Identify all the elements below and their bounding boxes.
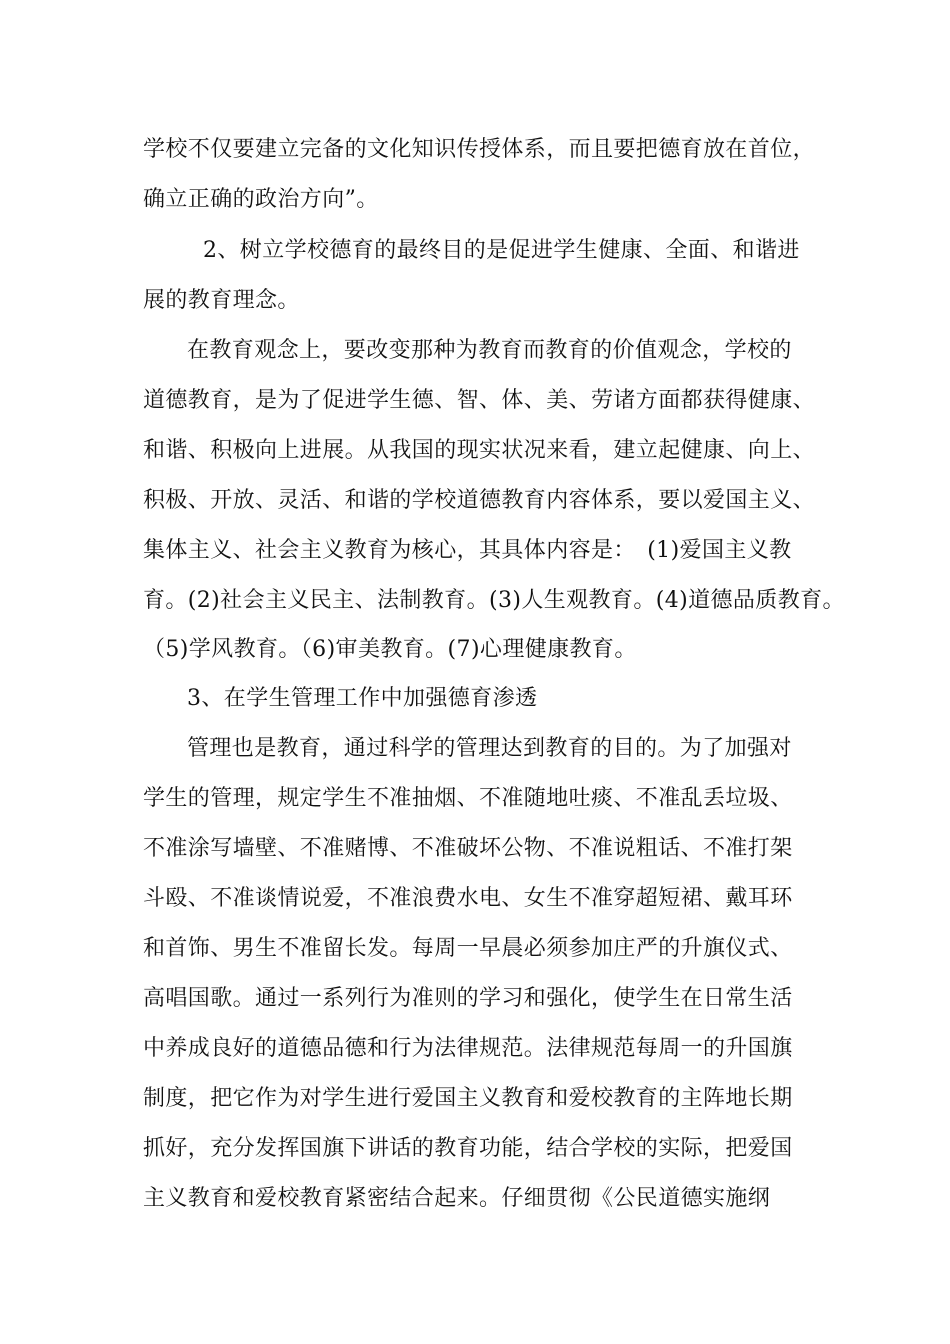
text-line-4: 展的教育理念。 [143, 288, 300, 313]
text-line-10: 育。(2)社会主义民主、法制教育。(3)人生观教育。(4)道德品质教育。 [143, 588, 845, 613]
text-line-20: 制度，把它作为对学生进行爱国主义教育和爱校教育的主阵地长期 [143, 1086, 793, 1111]
text-line-16: 斗殴、不准谈情说爱，不准浪费水电、女生不准穿超短裙、戴耳环 [143, 886, 793, 911]
text-line-1: 学校不仅要建立完备的文化知识传授体系，而且要把德育放在首位， [143, 137, 816, 162]
text-line-8: 积极、开放、灵活、和谐的学校道德教育内容体系，要以爱国主义、 [143, 488, 816, 513]
text-line-12: 3、在学生管理工作中加强德育渗透 [187, 686, 538, 711]
text-line-14: 学生的管理，规定学生不准抽烟、不准随地吐痰、不准乱丢垃圾、 [143, 786, 793, 811]
text-line-2: 确立正确的政治方向”。 [143, 187, 379, 212]
text-line-6: 道德教育，是为了促进学生德、智、体、美、劳诸方面都获得健康、 [143, 388, 816, 413]
text-line-22: 主义教育和爱校教育紧密结合起来。仔细贯彻《公民道德实施纲 [143, 1186, 771, 1211]
text-line-19: 中养成良好的道德品德和行为法律规范。法律规范每周一的升国旗 [143, 1036, 793, 1061]
text-line-7: 和谐、积极向上进展。从我国的现实状况来看，建立起健康、向上、 [143, 438, 816, 463]
text-line-5: 在教育观念上，要改变那种为教育而教育的价值观念，学校的 [187, 338, 792, 363]
text-line-3: 2、树立学校德育的最终目的是促进学生健康、全面、和谐进 [203, 238, 800, 263]
text-line-21: 抓好，充分发挥国旗下讲话的教育功能，结合学校的实际，把爱国 [143, 1136, 793, 1161]
text-line-17: 和首饰、男生不准留长发。每周一早晨必须参加庄严的升旗仪式、 [143, 936, 793, 961]
text-line-13: 管理也是教育，通过科学的管理达到教育的目的。为了加强对 [187, 736, 792, 761]
text-line-15: 不准涂写墙壁、不准赌博、不准破坏公物、不准说粗话、不准打架 [143, 836, 793, 861]
text-line-11: （5)学风教育。（6)审美教育。(7)心理健康教育。 [143, 637, 637, 662]
text-line-9: 集体主义、社会主义教育为核心，其具体内容是： (1)爱国主义教 [143, 538, 792, 563]
text-line-18: 高唱国歌。通过一系列行为准则的学习和强化，使学生在日常生活 [143, 986, 793, 1011]
